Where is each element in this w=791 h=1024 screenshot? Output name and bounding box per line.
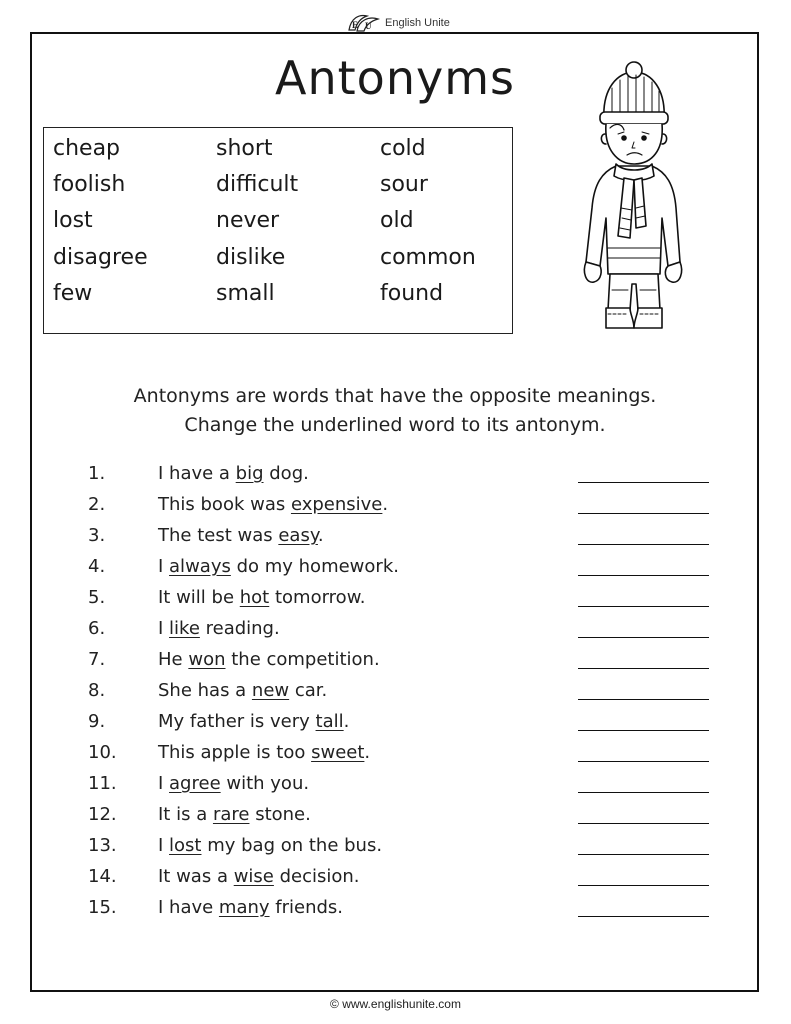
question-sentence — [158, 587, 365, 609]
sentence-after: with you. — [220, 773, 310, 794]
word-bank-item: dislike — [216, 245, 286, 270]
word-bank-item: difficult — [216, 172, 299, 197]
underlined-word: rare — [212, 804, 250, 825]
question-sentence — [158, 463, 309, 485]
question-sentence — [158, 835, 382, 857]
question-number: 1. — [88, 463, 106, 484]
answer-blank[interactable] — [578, 792, 709, 793]
sentence-after: . — [343, 711, 350, 732]
underlined-word: agree — [169, 773, 221, 794]
page-title: Antonyms — [275, 51, 515, 105]
word-bank-item: small — [216, 281, 275, 306]
sentence-before: I have — [158, 897, 219, 918]
question-number: 8. — [88, 680, 106, 701]
brand-logo — [345, 12, 450, 34]
question-sentence — [158, 866, 360, 888]
word-bank-item: sour — [380, 172, 428, 197]
sentence-before: It was a — [158, 866, 234, 887]
sentence-before: My father is very — [158, 711, 316, 732]
question-number: 7. — [88, 649, 106, 670]
svg-text:E: E — [352, 20, 359, 30]
sentence-before: This apple is too — [158, 742, 312, 763]
question-number: 6. — [88, 618, 106, 639]
boy-in-winter-clothes-icon — [572, 58, 692, 338]
question-number: 14. — [88, 866, 117, 887]
answer-blank[interactable] — [578, 668, 709, 669]
word-bank-item: short — [216, 136, 273, 161]
question-sentence — [158, 742, 370, 764]
question-number: 11. — [88, 773, 117, 794]
question-sentence — [158, 897, 343, 919]
question-number: 3. — [88, 525, 106, 546]
word-bank-item: found — [380, 281, 444, 306]
question-sentence — [158, 773, 309, 795]
question-sentence — [158, 494, 388, 516]
sentence-before: I — [158, 835, 170, 856]
answer-blank[interactable] — [578, 730, 709, 731]
answer-blank[interactable] — [578, 544, 709, 545]
word-bank-item: never — [216, 208, 280, 233]
question-number: 9. — [88, 711, 106, 732]
sentence-after: my bag on the bus. — [201, 835, 383, 856]
sentence-after: . — [364, 742, 371, 763]
answer-blank[interactable] — [578, 575, 709, 576]
answer-blank[interactable] — [578, 637, 709, 638]
question-sentence — [158, 525, 324, 547]
underlined-word: like — [169, 618, 200, 639]
instructions — [60, 382, 730, 440]
sentence-before: I — [158, 618, 170, 639]
question-number: 2. — [88, 494, 106, 515]
sentence-after: stone. — [249, 804, 311, 825]
question-number: 5. — [88, 587, 106, 608]
answer-blank[interactable] — [578, 823, 709, 824]
sentence-before: This book was — [158, 494, 291, 515]
answer-blank[interactable] — [578, 606, 709, 607]
underlined-word: sweet — [311, 742, 365, 763]
sentence-after: do my homework. — [230, 556, 399, 577]
sentence-before: It is a — [158, 804, 213, 825]
sentence-after: dog. — [263, 463, 309, 484]
word-bank-item: few — [53, 281, 93, 306]
question-sentence — [158, 680, 327, 702]
question-sentence — [158, 556, 399, 578]
underlined-word: wise — [233, 866, 274, 887]
answer-blank[interactable] — [578, 885, 709, 886]
sentence-before: It will be — [158, 587, 240, 608]
answer-blank[interactable] — [578, 761, 709, 762]
underlined-word: many — [218, 897, 270, 918]
word-bank — [43, 127, 513, 334]
underlined-word: expensive — [290, 494, 383, 515]
sentence-after: decision. — [273, 866, 360, 887]
sentence-before: I — [158, 773, 170, 794]
word-bank-item: common — [380, 245, 476, 270]
answer-blank[interactable] — [578, 854, 709, 855]
sentence-after: friends. — [269, 897, 344, 918]
word-bank-item: old — [380, 208, 414, 233]
question-number: 10. — [88, 742, 117, 763]
sentence-before: He — [158, 649, 189, 670]
footer-copyright: © www.englishunite.com — [330, 997, 461, 1011]
word-bank-item: foolish — [53, 172, 126, 197]
question-number: 4. — [88, 556, 106, 577]
underlined-word: hot — [239, 587, 270, 608]
brand-name: English Unite — [385, 17, 450, 29]
underlined-word: won — [188, 649, 226, 670]
instruction-line: Change the underlined word to its antonym. — [184, 414, 606, 436]
underlined-word: lost — [169, 835, 202, 856]
underlined-word: tall — [315, 711, 344, 732]
underlined-word: new — [251, 680, 290, 701]
question-sentence — [158, 711, 349, 733]
word-bank-item: cheap — [53, 136, 121, 161]
sentence-before: I have a — [158, 463, 236, 484]
sentence-before: She has a — [158, 680, 252, 701]
sentence-after: tomorrow. — [269, 587, 366, 608]
english-unite-logo-icon — [345, 12, 381, 34]
answer-blank[interactable] — [578, 699, 709, 700]
answer-blank[interactable] — [578, 482, 709, 483]
word-bank-item: disagree — [53, 245, 148, 270]
underlined-word: easy — [278, 525, 318, 546]
underlined-word: always — [169, 556, 231, 577]
word-bank-item: cold — [380, 136, 426, 161]
answer-blank[interactable] — [578, 916, 709, 917]
question-number: 15. — [88, 897, 117, 918]
question-sentence — [158, 804, 311, 826]
instruction-line: Antonyms are words that have the opposite meanings. — [133, 385, 657, 407]
svg-text:U: U — [365, 21, 372, 31]
question-sentence — [158, 618, 280, 640]
question-sentence — [158, 649, 380, 671]
question-number: 12. — [88, 804, 117, 825]
sentence-after: car. — [289, 680, 328, 701]
answer-blank[interactable] — [578, 513, 709, 514]
sentence-before: The test was — [158, 525, 279, 546]
sentence-after: reading. — [199, 618, 280, 639]
sentence-after: . — [317, 525, 324, 546]
underlined-word: big — [235, 463, 264, 484]
sentence-after: the competition. — [225, 649, 380, 670]
word-bank-item: lost — [53, 208, 93, 233]
sentence-after: . — [382, 494, 389, 515]
question-number: 13. — [88, 835, 117, 856]
sentence-before: I — [158, 556, 170, 577]
